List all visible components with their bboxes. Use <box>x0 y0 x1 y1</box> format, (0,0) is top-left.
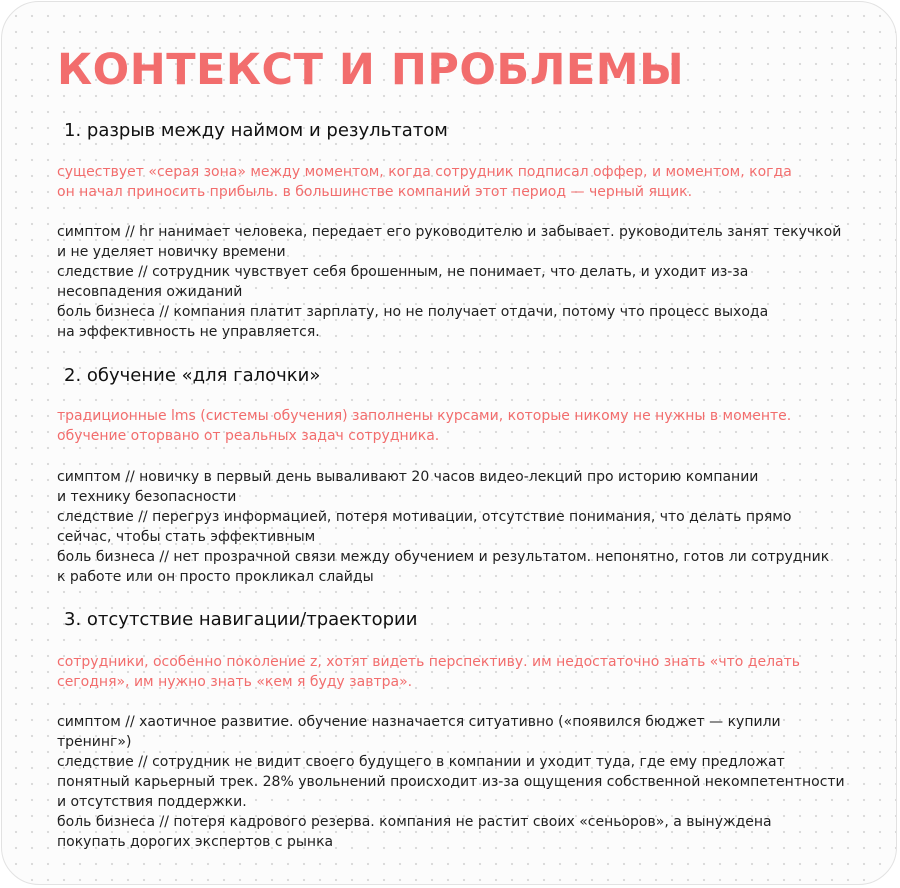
section-2-intro-line: обучение оторвано от реальных задач сотрудника. <box>57 428 440 444</box>
section-2-body-line: симптом // новичку в первый день вываливают 20 часов видео-лекций про историю компании <box>57 469 759 485</box>
section-1-intro <box>57 162 857 202</box>
page-title: КОНТЕКСТ И ПРОБЛЕМЫ <box>57 45 685 95</box>
section-3-body-line: покупать дорогих экспертов с рынка <box>57 834 334 850</box>
section-1-heading: 1. разрыв между наймом и результатом <box>64 120 448 141</box>
section-1-body <box>57 222 857 342</box>
section-1-body-line: следствие // сотрудник чувствует себя брошенным, не понимает, что делать, и уходит из-за <box>57 264 749 280</box>
section-2-body-line: боль бизнеса // нет прозрачной связи между обучением и результатом. непонятно, готов ли сотрудник <box>57 549 830 565</box>
section-2-body-line: сейчас, чтобы стать эффективным <box>57 529 316 545</box>
section-2-intro-line: традиционные lms (системы обучения) заполнены курсами, которые никому не нужны в моменте. <box>57 408 792 424</box>
slide-card <box>1 1 897 885</box>
section-1-body-line: на эффективность не управляется. <box>57 324 320 340</box>
section-3-body <box>57 712 857 852</box>
section-3-body-line: боль бизнеса // потеря кадрового резерва. компания не растит своих «сеньоров», а вынуждена <box>57 814 772 830</box>
section-2-body <box>57 467 857 587</box>
section-3-body-line: и отсутствия поддержки. <box>57 794 247 810</box>
section-1-body-line: боль бизнеса // компания платит зарплату, но не получает отдачи, потому что процесс выхода <box>57 304 769 320</box>
section-3-body-line: следствие // сотрудник не видит своего будущего в компании и уходит туда, где ему предложат <box>57 754 785 770</box>
section-3-body-line: понятный карьерный трек. 28% увольнений происходит из-за ощущения собственной некомпетентности <box>57 774 845 790</box>
section-1-body-line: несовпадения ожиданий <box>57 284 243 300</box>
section-1-intro-line: существует «серая зона» между моментом, когда сотрудник подписал оффер, и моментом, когда <box>57 164 792 180</box>
section-3-intro-line: сегодня», им нужно знать «кем я буду завтра». <box>57 674 413 690</box>
section-1-intro-line: он начал приносить прибыль. в большинстве компаний этот период — черный ящик. <box>57 184 693 200</box>
section-1-body-line: симптом // hr нанимает человека, передает его руководителю и забывает. руководитель занят текучкой <box>57 224 842 240</box>
section-3-heading: 3. отсутствие навигации/траектории <box>64 609 418 630</box>
section-1-body-line: и не уделяет новичку времени <box>57 244 286 260</box>
section-3-intro-line: сотрудники, особенно поколение z, хотят видеть перспективу. им недостаточно знать «что делать <box>57 654 801 670</box>
section-3-body-line: тренинг») <box>57 734 132 750</box>
section-2-body-line: и технику безопасности <box>57 489 237 505</box>
section-3-intro <box>57 652 857 692</box>
section-2-intro <box>57 406 857 446</box>
section-3-body-line: симптом // хаотичное развитие. обучение назначается ситуативно («появился бюджет — купили <box>57 714 781 730</box>
section-2-body-line: к работе или он просто прокликал слайды <box>57 569 374 585</box>
section-2-heading: 2. обучение «для галочки» <box>64 365 321 386</box>
section-2-body-line: следствие // перегруз информацией, потеря мотивации, отсутствие понимания, что делать прямо <box>57 509 792 525</box>
